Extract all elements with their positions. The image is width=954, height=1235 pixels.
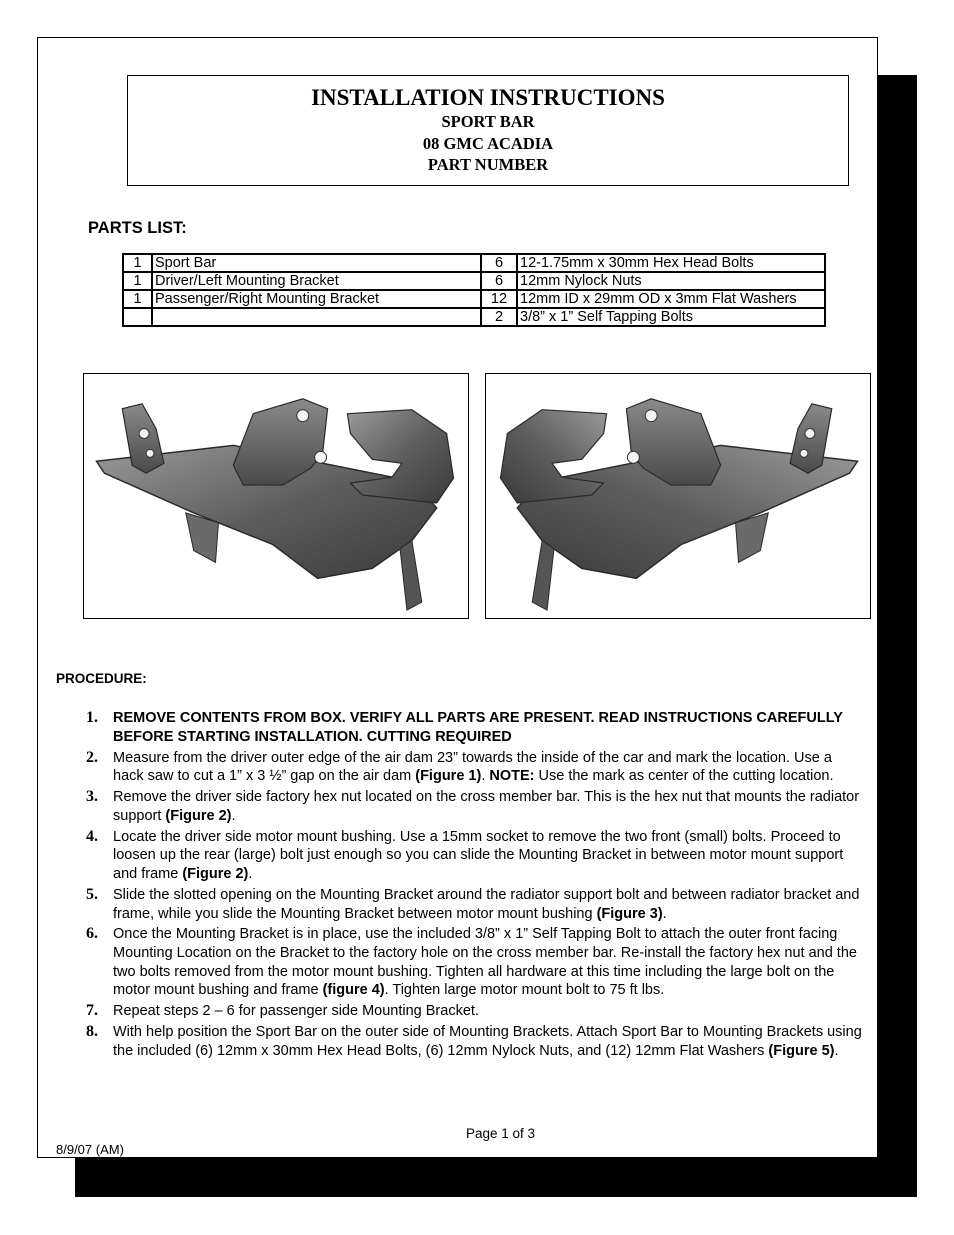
procedure-steps — [78, 709, 863, 1063]
item-cell: Driver/Left Mounting Bracket — [152, 272, 481, 290]
procedure-step — [78, 886, 863, 923]
step-number: 7. — [86, 1002, 98, 1020]
parts-table — [122, 253, 826, 327]
step-number: 2. — [86, 748, 98, 766]
step-number: 5. — [86, 885, 98, 903]
procedure-step — [78, 788, 863, 825]
right-bracket-photo — [485, 373, 871, 619]
item-cell: Passenger/Right Mounting Bracket — [152, 290, 481, 308]
item-cell: 12-1.75mm x 30mm Hex Head Bolts — [517, 254, 825, 272]
qty-cell — [123, 308, 152, 326]
step-text: . — [248, 865, 253, 882]
step-text: Use the mark as center of the cutting location. — [534, 768, 834, 785]
qty-cell: 2 — [481, 308, 517, 326]
step-text: Locate the driver side motor mount bushing. Use a 15mm socket to remove the two front (small) bolts. Proceed to loosen up the rear (large) bolt just enough so you can slide the Mounting Bracket in between motor mount support and frame — [113, 828, 844, 882]
item-cell: 3/8” x 1” Self Tapping Bolts — [517, 308, 825, 326]
product-name: SPORT BAR — [441, 112, 535, 131]
step-text: . — [231, 807, 236, 824]
step-number: 4. — [86, 827, 98, 845]
qty-cell: 1 — [123, 290, 152, 308]
step-text-bold: (Figure 2) — [182, 865, 249, 882]
step-text-bold: (Figure 2) — [165, 807, 232, 824]
procedure-heading: PROCEDURE: — [56, 671, 147, 686]
step-text-bold: NOTE: — [489, 768, 535, 785]
revision-date: 8/9/07 (AM) — [56, 1142, 124, 1157]
item-cell: 12mm ID x 29mm OD x 3mm Flat Washers — [517, 290, 825, 308]
step-text-bold: (Figure 1) — [415, 768, 482, 785]
item-cell: 12mm Nylock Nuts — [517, 272, 825, 290]
step-text: With help position the Sport Bar on the outer side of Mounting Brackets. Attach Sport Bar to Mounting Brackets using the included (6) 12mm x 30mm Hex Head Bolts, (6) 12mm Nylock Nuts, and (12) 12mm Flat Washers — [113, 1024, 862, 1059]
step-text: Repeat steps 2 – 6 for passenger side Mounting Bracket. — [113, 1003, 479, 1020]
procedure-step — [78, 749, 863, 786]
step-text: . — [662, 905, 667, 922]
table-row — [123, 254, 825, 272]
step-text: Measure from the driver outer edge of the air dam 23” towards the inside of the car and mark the location. Use a hack saw to cut a 1” x 3 ½” gap on the air dam — [113, 749, 832, 785]
table-row — [123, 272, 825, 290]
step-number: 8. — [86, 1023, 98, 1041]
step-text: Remove the driver side factory hex nut located on the cross member bar. This is the hex nut that mounts the radiator support — [113, 789, 860, 824]
bracket-illustration — [486, 374, 870, 618]
step-text: . Tighten large motor mount bolt to 75 ft lbs. — [384, 982, 665, 999]
step-number: 3. — [86, 788, 98, 806]
table-row — [123, 308, 825, 326]
vehicle-name: 08 GMC ACADIA — [422, 133, 554, 153]
table-row — [123, 290, 825, 308]
document-title: INSTALLATION INSTRUCTIONS — [311, 85, 665, 110]
title-box — [127, 75, 849, 186]
step-text: Once the Mounting Bracket is in place, use the included 3/8” x 1” Self Tapping Bolt to attach the outer front facing Mounting Location on the Bracket to the factory hole on the cross member bar. Re-install the factory hex nut and the two bolts removed from the motor mount bushing. Tighten all hardware at this time including the large bolt on the motor mount bushing and frame — [113, 926, 857, 999]
bracket-right-shape — [500, 399, 857, 610]
qty-cell: 6 — [481, 254, 517, 272]
procedure-step — [78, 925, 863, 999]
step-number: 6. — [86, 925, 98, 943]
step-number: 1. — [86, 709, 98, 726]
page-number: Page 1 of 3 — [466, 1126, 536, 1141]
bracket-left-shape — [96, 399, 453, 610]
qty-cell: 6 — [481, 272, 517, 290]
step-text: Slide the slotted opening on the Mounting Bracket around the radiator support bolt and between radiator bracket and frame, while you slide the Mounting Bracket between motor mount bushing — [113, 886, 860, 922]
procedure-step — [78, 1023, 863, 1060]
item-cell — [152, 308, 481, 326]
qty-cell: 12 — [481, 290, 517, 308]
procedure-step — [78, 1002, 863, 1021]
bracket-illustration — [84, 374, 468, 618]
qty-cell: 1 — [123, 254, 152, 272]
part-number-label: PART NUMBER — [427, 155, 549, 174]
procedure-step — [78, 709, 863, 746]
step-text-bold: (figure 4) — [322, 982, 385, 999]
document-page — [37, 37, 878, 1158]
item-cell: Sport Bar — [152, 254, 481, 272]
step-text-bold: (Figure 5) — [768, 1042, 835, 1059]
step-text: . — [481, 768, 490, 785]
procedure-step — [78, 828, 863, 884]
step-text-bold: (Figure 3) — [596, 905, 663, 922]
step-text: . — [834, 1042, 839, 1059]
qty-cell: 1 — [123, 272, 152, 290]
step-text-bold: REMOVE CONTENTS FROM BOX. VERIFY ALL PARTS ARE PRESENT. READ INSTRUCTIONS CAREFULLY BEFORE STARTING INSTALLATION. CUTTING REQUIRED — [113, 710, 843, 745]
left-bracket-photo — [83, 373, 469, 619]
parts-list-heading: PARTS LIST: — [88, 219, 187, 237]
